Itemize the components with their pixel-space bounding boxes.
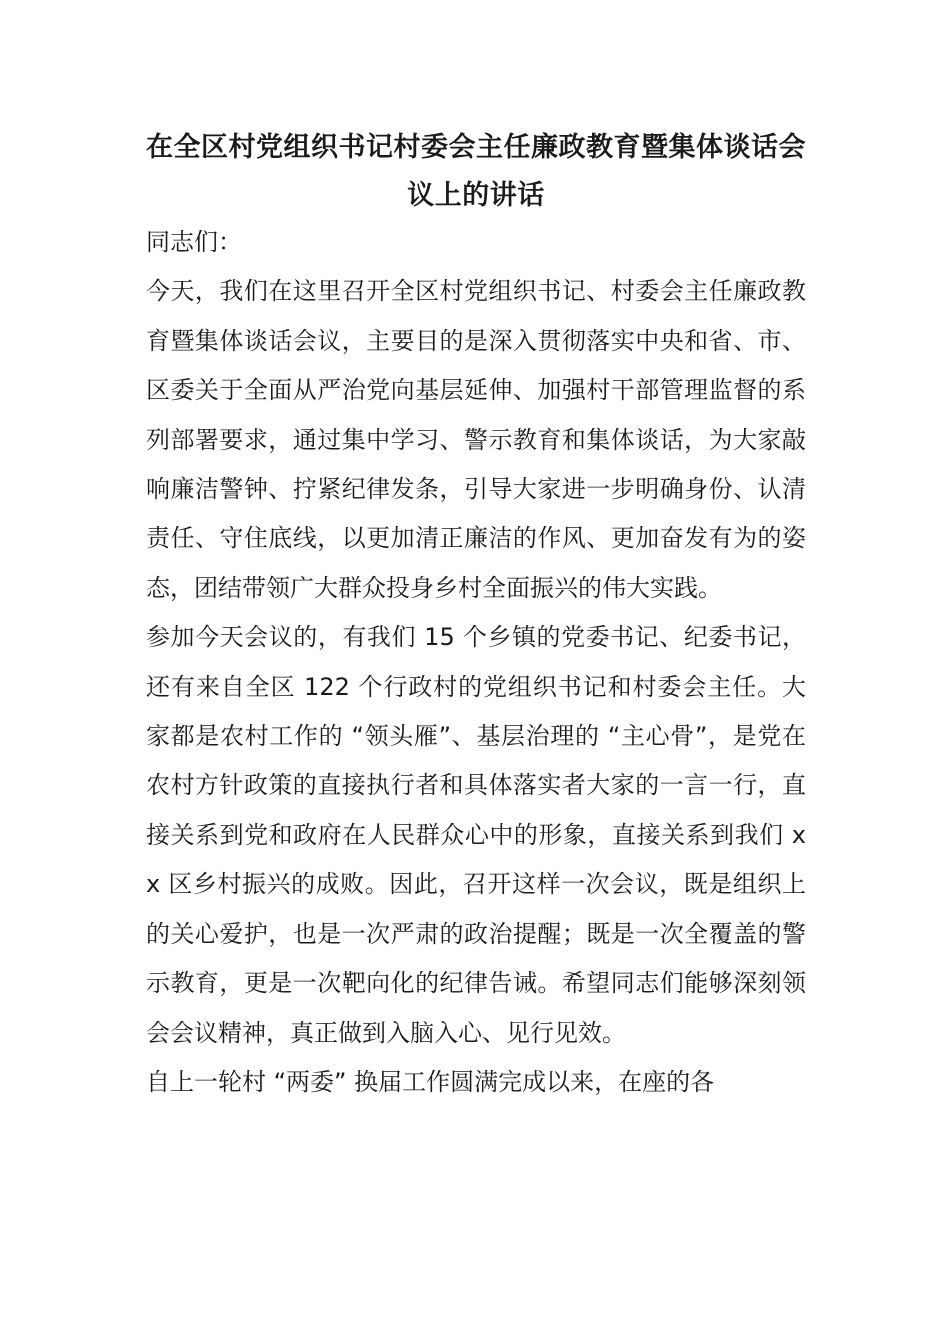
- paragraph-3: 自上一轮村 “两委” 换届工作圆满完成以来，在座的各: [146, 1067, 715, 1096]
- salutation: 同志们：: [146, 228, 242, 256]
- document-title: 在全区村党组织书记村委会主任廉政教育暨集体谈话会议上的讲话: [146, 132, 806, 211]
- paragraph-1: 今天，我们在这里召开全区村党组织书记、村委会主任廉政教育暨集体谈话会议，主要目的是深入贯彻落实中央和省、市、区委关于全面从严治党向基层延伸、加强村干部管理监督的系列部署要求，通过集中学习、警示教育和集体谈话，为大家敲响廉洁警钟、拧紧纪律发条，引导大家进一步明确身份、认清责任、守住底线，以更加清正廉洁的作风、更加奋发有为的姿态，团结带领广大群众投身乡村全面振兴的伟大实践。: [146, 277, 806, 602]
- document-body: [146, 218, 806, 1107]
- paragraph-2: 参加今天会议的，有我们 15 个乡镇的党委书记、纪委书记，还有来自全区 122 个行政村的党组织书记和村委会主任。大家都是农村工作的 “领头雁”、基层治理的 “主心骨”，是党在农村方针政策的直接执行者和具体落实者大家的一言一行，直接关系到党和政府在人民群众心中的形象，直接关系到我们 xx 区乡村振兴的成败。因此，召开这样一次会议，既是组织上的关心爱护，也是一次严肃的政治提醒；既是一次全覆盖的警示教育，更是一次靶向化的纪律告诫。希望同志们能够深刻领会会议精神，真正做到入脑入心、见行见效。: [146, 623, 806, 1047]
